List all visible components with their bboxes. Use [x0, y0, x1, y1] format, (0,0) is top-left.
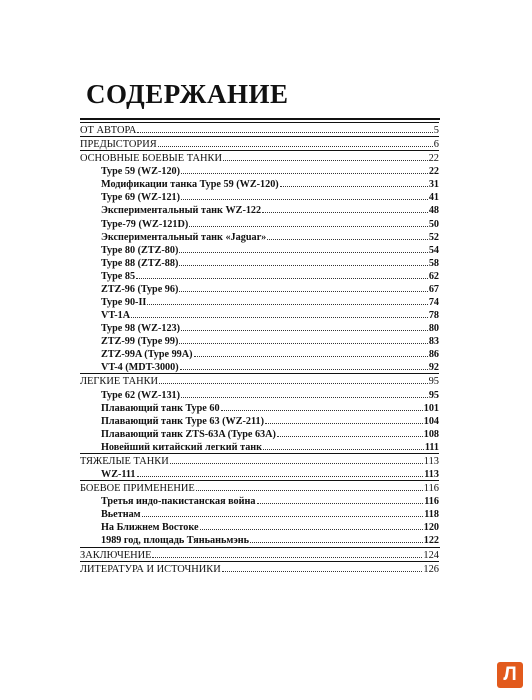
- toc-section-row: [80, 373, 439, 387]
- toc-entry-title: Плавающий танк Type 63 (WZ-211): [101, 415, 264, 427]
- toc-entry-page: 116: [423, 483, 439, 495]
- toc-entry-page: 86: [428, 349, 439, 361]
- toc-entry-title: Третья индо-пакистанская война: [101, 496, 256, 508]
- toc-entry-title: ОТ АВТОРА: [80, 125, 137, 136]
- toc-entry-page: 122: [423, 535, 439, 547]
- toc-subsection-row: [80, 164, 439, 177]
- toc-entry-title: ЛИТЕРАТУРА И ИСТОЧНИКИ: [80, 563, 221, 575]
- toc-entry-title: ZTZ-99A (Type 99A): [101, 349, 193, 361]
- toc-entry-title: Type 88 (ZTZ-88): [101, 257, 179, 269]
- toc-entry-page: 108: [423, 428, 439, 440]
- toc-entry-page: 101: [423, 402, 439, 414]
- toc-subsection-row: [80, 388, 439, 401]
- toc-entry-page: 5: [433, 125, 439, 136]
- toc-entry-title: ОСНОВНЫЕ БОЕВЫЕ ТАНКИ: [80, 153, 222, 165]
- publisher-logo-icon: Л: [497, 662, 523, 688]
- toc-entry-page: 22: [428, 166, 439, 178]
- toc-leader-dots: [170, 454, 423, 464]
- toc-subsection-row: [80, 177, 439, 190]
- title-rule: [80, 118, 440, 120]
- toc-end-rule: [80, 547, 440, 548]
- toc-leader-dots: [189, 217, 428, 227]
- toc-leader-dots: [223, 151, 428, 161]
- toc-entry-title: WZ-111: [101, 469, 136, 481]
- toc-entry-page: 54: [428, 244, 439, 256]
- toc-entry-page: 120: [423, 522, 439, 534]
- toc-subsection-row: [80, 217, 439, 230]
- toc-subsection-row: [80, 190, 439, 203]
- toc-subsection-row: [80, 494, 439, 507]
- toc-section-row: [80, 480, 439, 494]
- toc-leader-dots: [152, 548, 422, 558]
- toc-entry-title: Новейший китайский легкий танк: [101, 441, 263, 453]
- toc-entry-title: ЛЕГКИЕ ТАНКИ: [80, 376, 159, 388]
- toc-leader-dots: [181, 164, 428, 174]
- toc-subsection-row: [80, 467, 439, 480]
- toc-subsection-row: [80, 507, 439, 520]
- toc-leader-dots: [136, 269, 428, 279]
- toc-entry-page: 118: [424, 509, 439, 521]
- toc-entry-page: 62: [428, 270, 439, 282]
- toc-entry-title: Модификации танка Type 59 (WZ-120): [101, 179, 279, 191]
- toc-subsection-row: [80, 243, 439, 256]
- toc-leader-dots: [250, 533, 423, 543]
- toc-subsection-row: [80, 360, 439, 373]
- toc-leader-dots: [142, 507, 424, 517]
- toc-entry-page: 67: [428, 283, 439, 295]
- toc-entry-title: Type 98 (WZ-123): [101, 323, 181, 335]
- toc-entry-page: 48: [428, 205, 439, 217]
- toc-leader-dots: [194, 347, 428, 357]
- toc-entry-title: Вьетнам: [101, 509, 141, 521]
- toc-leader-dots: [147, 295, 427, 305]
- toc-subsection-row: [80, 295, 439, 308]
- toc-entry-page: 74: [428, 297, 439, 309]
- toc-leader-dots: [257, 494, 424, 504]
- toc-entry-page: 50: [428, 218, 439, 230]
- toc-entry-page: 111: [424, 441, 439, 453]
- toc-subsection-row: [80, 347, 439, 360]
- toc-section-row: [80, 122, 439, 136]
- toc-entry-title: ЗАКЛЮЧЕНИЕ: [80, 549, 152, 561]
- toc-entry-title: Type 62 (WZ-131): [101, 389, 181, 401]
- toc-entry-page: 58: [428, 257, 439, 269]
- table-of-contents: [80, 122, 439, 575]
- toc-entry-page: 116: [424, 496, 439, 508]
- toc-leader-dots: [265, 414, 423, 424]
- toc-section-row: [80, 150, 439, 164]
- toc-entry-title: Плавающий танк ZTS-63A (Type 63A): [101, 428, 276, 440]
- toc-entry-page: 113: [424, 469, 439, 481]
- toc-leader-dots: [181, 190, 428, 200]
- toc-leader-dots: [159, 374, 428, 384]
- toc-subsection-row: [80, 414, 439, 427]
- toc-entry-page: 52: [428, 231, 439, 243]
- toc-entry-page: 83: [428, 336, 439, 348]
- toc-subsection-row: [80, 282, 439, 295]
- toc-section-row: [80, 561, 439, 575]
- toc-leader-dots: [179, 282, 427, 292]
- toc-entry-title: 1989 год, площадь Тяньаньмэнь: [101, 535, 250, 547]
- toc-entry-page: 31: [428, 179, 439, 191]
- toc-entry-page: 95: [428, 389, 439, 401]
- toc-entry-title: Type 85: [101, 270, 136, 282]
- toc-entry-page: 113: [423, 455, 439, 467]
- toc-leader-dots: [137, 467, 424, 477]
- toc-entry-title: Type 59 (WZ-120): [101, 166, 181, 178]
- toc-entry-page: 104: [423, 415, 439, 427]
- toc-subsection-row: [80, 440, 439, 453]
- toc-entry-page: 124: [423, 549, 439, 561]
- toc-leader-dots: [221, 401, 423, 411]
- toc-leader-dots: [222, 562, 423, 572]
- toc-leader-dots: [179, 243, 427, 253]
- toc-entry-page: 92: [428, 362, 439, 374]
- toc-subsection-row: [80, 230, 439, 243]
- toc-subsection-row: [80, 334, 439, 347]
- toc-leader-dots: [180, 360, 428, 370]
- toc-entry-page: 126: [423, 563, 439, 575]
- toc-entry-page: 80: [428, 323, 439, 335]
- toc-entry-title: ТЯЖЕЛЫЕ ТАНКИ: [80, 455, 169, 467]
- toc-leader-dots: [181, 388, 428, 398]
- toc-entry-page: 22: [428, 153, 439, 165]
- toc-entry-title: Плавающий танк Type 60: [101, 402, 220, 414]
- toc-entry-title: БОЕВОЕ ПРИМЕНЕНИЕ: [80, 483, 195, 495]
- toc-section-row: [80, 453, 439, 467]
- toc-entry-title: VT-1A: [101, 310, 131, 322]
- toc-entry-title: Экспериментальный танк WZ-122: [101, 205, 262, 217]
- toc-leader-dots: [137, 123, 432, 133]
- toc-leader-dots: [280, 177, 428, 187]
- toc-section-row: [80, 547, 439, 561]
- toc-subsection-row: [80, 308, 439, 321]
- toc-entry-page: 41: [428, 192, 439, 204]
- toc-leader-dots: [262, 203, 428, 213]
- toc-subsection-row: [80, 203, 439, 216]
- toc-leader-dots: [179, 256, 427, 266]
- toc-leader-dots: [267, 230, 428, 240]
- toc-entry-title: Type-79 (WZ-121D): [101, 218, 189, 230]
- toc-entry-title: Type 80 (ZTZ-80): [101, 244, 179, 256]
- toc-subsection-row: [80, 256, 439, 269]
- toc-entry-title: ZTZ-99 (Type 99): [101, 336, 179, 348]
- toc-entry-title: Type 90-II: [101, 297, 147, 309]
- toc-leader-dots: [200, 520, 423, 530]
- toc-leader-dots: [263, 440, 424, 450]
- toc-entry-title: ПРЕДЫСТОРИЯ: [80, 139, 157, 151]
- toc-leader-dots: [277, 427, 423, 437]
- toc-subsection-row: [80, 321, 439, 334]
- toc-entry-title: ZTZ-96 (Type 96): [101, 283, 179, 295]
- toc-leader-dots: [196, 481, 423, 491]
- toc-entry-page: 78: [428, 310, 439, 322]
- toc-leader-dots: [181, 321, 428, 331]
- toc-entry-title: На Ближнем Востоке: [101, 522, 199, 534]
- toc-subsection-row: [80, 401, 439, 414]
- page-title: СОДЕРЖАНИЕ: [86, 79, 289, 109]
- toc-leader-dots: [179, 334, 427, 344]
- toc-entry-page: 6: [433, 139, 439, 151]
- toc-entry-title: Type 69 (WZ-121): [101, 192, 181, 204]
- toc-entry-title: VT-4 (MDT-3000): [101, 362, 179, 374]
- toc-subsection-row: [80, 427, 439, 440]
- toc-subsection-row: [80, 533, 439, 546]
- toc-section-row: [80, 136, 439, 150]
- toc-entry-title: Экспериментальный танк «Jaguar»: [101, 231, 267, 243]
- toc-subsection-row: [80, 269, 439, 282]
- toc-subsection-row: [80, 520, 439, 533]
- toc-entry-page: 95: [428, 376, 439, 388]
- toc-leader-dots: [131, 308, 428, 318]
- toc-leader-dots: [158, 137, 433, 147]
